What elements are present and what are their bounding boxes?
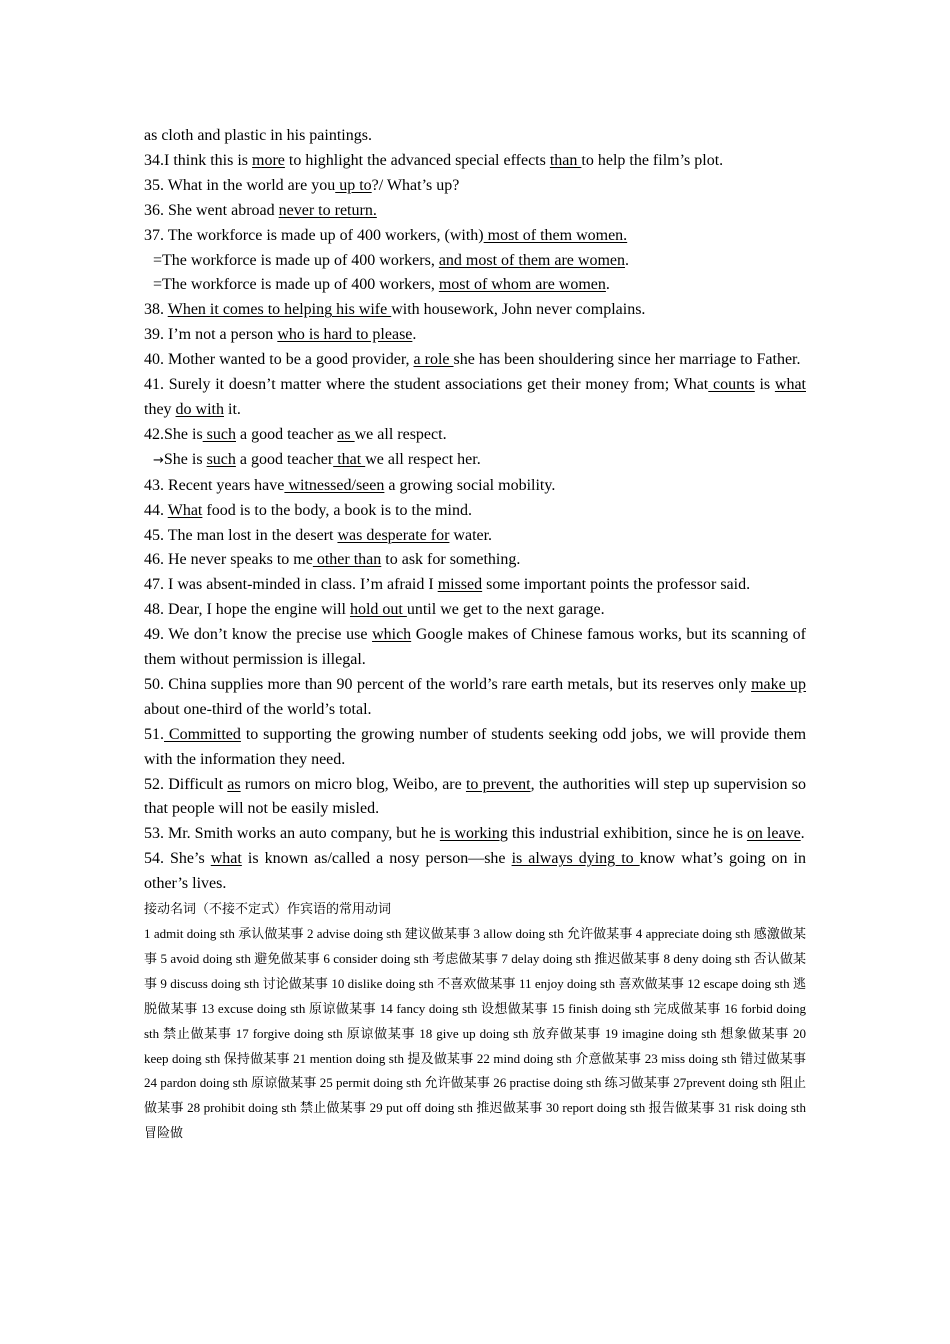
answer-underline: more xyxy=(252,151,285,169)
answer-underline: hold out xyxy=(349,601,407,619)
sentence-37-alt-2: =The workforce is made up of 400 workers, most of whom are women. xyxy=(153,276,610,294)
sentence-51: 51. Committed to supporting the growing number of students seeking odd jobs, we will provide them with the information they need. xyxy=(144,725,807,768)
sentence-42-alt: →She is such a good teacher that we all respect her. xyxy=(153,450,481,468)
answer-underline: than xyxy=(549,151,582,169)
answer-underline: When it comes to helping his wife xyxy=(167,301,392,319)
answer-underline: witnessed/seen xyxy=(284,476,385,494)
answer-underline: most of whom are women xyxy=(438,276,606,294)
answer-underline: what xyxy=(774,376,806,394)
answer-underline: what xyxy=(210,850,242,868)
answer-underline: up to xyxy=(335,176,372,194)
sentence-37-alt-1: =The workforce is made up of 400 workers, and most of them are women. xyxy=(153,251,629,269)
answer-underline: What xyxy=(167,501,203,519)
sentence-46: 46. He never speaks to me other than to ask for something. xyxy=(144,551,521,569)
answer-underline: such xyxy=(206,450,236,468)
answer-underline: to prevent xyxy=(465,775,531,793)
sentence-43: 43. Recent years have witnessed/seen a growing social mobility. xyxy=(144,476,556,494)
sentence-52: 52. Difficult as rumors on micro blog, Weibo, are to prevent, the authorities will step up supervision so that people will not be easily misled. xyxy=(144,775,806,818)
sentence-39: 39. I’m not a person who is hard to please. xyxy=(144,326,417,344)
answer-underline: which xyxy=(372,626,412,644)
answer-underline: such xyxy=(202,425,236,443)
answer-underline: was desperate for xyxy=(337,526,450,544)
sentence-37: 37. The workforce is made up of 400 workers, (with) most of them women. xyxy=(144,226,628,244)
section-title: 接动名词（不接不定式）作宾语的常用动词 xyxy=(144,901,392,917)
answer-underline: missed xyxy=(437,576,483,594)
answer-underline: on leave xyxy=(746,825,801,843)
answer-underline: make up xyxy=(751,675,807,693)
sentence-54: 54. She’s what is known as/called a nosy person—she is always dying to know what’s going on in other’s lives. xyxy=(144,850,807,893)
answer-underline: as xyxy=(227,775,241,793)
answer-underline: and most of them are women xyxy=(438,251,625,269)
answer-underline: as xyxy=(337,425,355,443)
sentence-48: 48. Dear, I hope the engine will hold out until we get to the next garage. xyxy=(144,601,605,619)
sentence-45: 45. The man lost in the desert was desperate for water. xyxy=(144,526,493,544)
answer-underline: do with xyxy=(175,400,224,418)
sentence-41: 41. Surely it doesn’t matter where the student associations get their money from; What counts is what they do with it. xyxy=(144,376,806,418)
sentence-49: 49. We don’t know the precise use which Google makes of Chinese famous works, but its scanning of them without permission is illegal. xyxy=(144,626,807,669)
sentence-42: 42.She is such a good teacher as we all respect. xyxy=(144,425,447,443)
sentence-34: 34.I think this is more to highlight the advanced special effects than to help the film’s plot. xyxy=(144,151,724,169)
answer-underline: is always dying to xyxy=(511,850,640,868)
sentence-47: 47. I was absent-minded in class. I’m afraid I missed some important points the professor said. xyxy=(144,576,751,594)
right-arrow-icon: → xyxy=(153,452,164,468)
answer-underline: that xyxy=(333,450,366,468)
answer-underline: most of them women. xyxy=(483,226,628,244)
answer-underline: never to return. xyxy=(278,201,377,219)
sentence-40: 40. Mother wanted to be a good provider, a role she has been shouldering since her marriage to Father. xyxy=(144,351,801,369)
answer-underline: counts xyxy=(708,376,755,394)
answer-underline: a role xyxy=(413,351,454,369)
answer-underline: Committed xyxy=(164,725,241,743)
answer-underline: who is hard to please xyxy=(277,326,413,344)
sentence-36: 36. She went abroad never to return. xyxy=(144,201,377,219)
document-page xyxy=(144,124,806,1146)
sentence-35: 35. What in the world are you up to?/ What’s up? xyxy=(144,176,460,194)
answer-underline: other than xyxy=(312,551,382,569)
sentence-38: 38. When it comes to helping his wife with housework, John never complains. xyxy=(144,301,646,319)
sentence-50: 50. China supplies more than 90 percent of the world’s rare earth metals, but its reserves only make up about one-third of the world’s total. xyxy=(144,675,807,718)
verb-list: 1 admit doing sth 承认做某事 2 advise doing sth 建议做某事 3 allow doing sth 允许做某事 4 appreciate doing sth 感激做某事 5 avoid doing sth 避免做某事 6 consider doing sth 考虑做某事 7 delay doing sth 推迟做某事 8 deny doing sth 否认做某事 9 discuss doing sth 讨论做某事 10 dislike doing sth 不喜欢做某事 11 enjoy doing sth 喜欢做某事 12 escape doing sth 逃脱做某事 13 excuse doing sth 原谅做某事 14 fancy doing sth 设想做某事 15 finish doing sth 完成做某事 16 forbid doing sth 禁止做某事 17 forgive doing sth 原谅做某事 18 give up doing sth 放弃做某事 19 imagine doing sth 想象做某事 20 keep doing sth 保持做某事 21 mention doing sth 提及做某事 22 mind doing sth 介意做某事 23 miss doing sth 错过做某事 24 pardon doing sth 原谅做某事 25 permit doing sth 允许做某事 26 practise doing sth 练习做某事 27prevent doing sth 阻止做某事 28 prohibit doing sth 禁止做某事 29 put off doing sth 推迟做某事 30 report doing sth 报告做某事 31 risk doing sth 冒险做 xyxy=(144,926,806,1141)
sentence-53: 53. Mr. Smith works an auto company, but he is working this industrial exhibition, since he is on leave. xyxy=(144,825,805,843)
answer-underline: is working xyxy=(439,825,508,843)
text-line: as cloth and plastic in his paintings. xyxy=(144,127,372,144)
sentence-44: 44. What food is to the body, a book is to the mind. xyxy=(144,501,472,519)
